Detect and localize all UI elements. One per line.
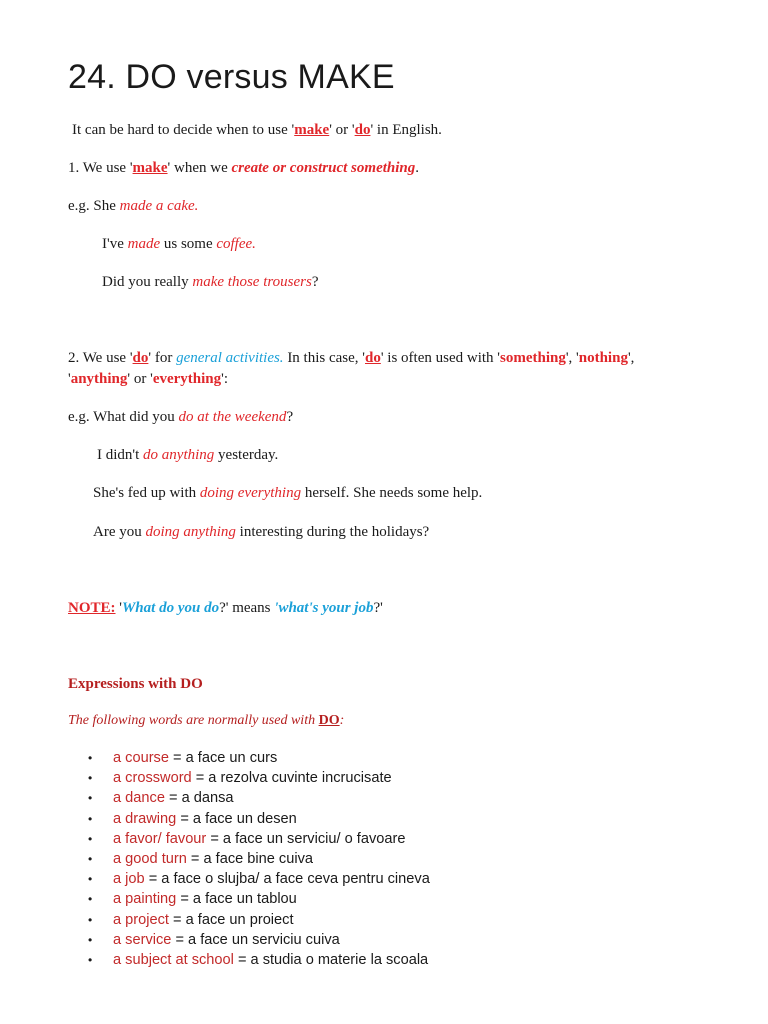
bullet-icon: •: [88, 892, 93, 907]
bullet-icon: •: [88, 872, 93, 887]
expression-translation: = a face un curs: [168, 750, 278, 766]
make-keyword: make: [294, 122, 330, 138]
list-item: [88, 930, 430, 950]
bullet-icon: •: [88, 831, 93, 846]
keyword-nothing: nothing: [578, 350, 628, 366]
intro-text: ' or ': [329, 122, 355, 138]
do-example: [68, 407, 293, 427]
bullet-icon: •: [88, 791, 93, 806]
expression-term: a painting: [113, 891, 177, 908]
list-item: [88, 849, 430, 869]
do-example: [93, 483, 482, 503]
make-example: [102, 234, 256, 254]
expression-translation: = a face o slujba/ a face ceva pentru cineva: [144, 871, 430, 888]
expression-translation: = a face bine cuiva: [186, 851, 313, 868]
expression-translation: = a dansa: [164, 790, 234, 807]
intro-paragraph: [72, 120, 442, 140]
expression-translation: = a rezolva cuvinte incrucisate: [191, 770, 392, 787]
expression-translation: = a face un serviciu/ o favoare: [206, 830, 406, 847]
make-keyword: make: [132, 160, 168, 176]
note-text: ?': [373, 600, 383, 616]
list-item: [88, 869, 430, 889]
list-item: [88, 889, 430, 909]
rule-text: ' when we: [167, 160, 232, 176]
example-text: .: [194, 198, 199, 214]
do-keyword: do: [132, 350, 149, 366]
example-highlight: doing anything: [145, 524, 236, 540]
expression-translation: = a face un tablou: [176, 891, 297, 908]
bullet-icon: •: [88, 852, 93, 867]
example-text: yesterday.: [214, 447, 279, 463]
do-keyword: do: [354, 122, 371, 138]
do-keyword: do: [365, 350, 381, 366]
do-rule-phrase: general activities.: [176, 350, 284, 366]
example-text: us some: [160, 236, 217, 252]
note-answer: what's your job: [278, 600, 374, 616]
do-example: [97, 445, 278, 465]
rule-text: ' or ': [127, 371, 153, 387]
make-rule: [68, 158, 419, 178]
note-text: ': [115, 600, 122, 616]
example-highlight: doing everything: [199, 485, 302, 501]
expression-translation: = a face un serviciu cuiva: [171, 931, 340, 948]
note-text: ?' means: [219, 600, 275, 616]
example-text: e.g. She: [68, 198, 120, 214]
make-rule-phrase: create or construct something: [231, 160, 416, 176]
rule-text: ':: [221, 371, 229, 387]
expression-term: a dance: [113, 790, 165, 807]
expression-translation: = a face un desen: [176, 810, 297, 827]
rule-text: ': [68, 371, 71, 387]
example-text: e.g. What did you: [68, 409, 179, 425]
do-example: [93, 522, 429, 542]
keyword-anything: anything: [70, 371, 128, 387]
expression-term: a service: [113, 931, 172, 948]
example-highlight: do anything: [143, 447, 215, 463]
list-item: [88, 748, 430, 768]
list-item: [88, 910, 430, 930]
make-example: [102, 272, 319, 292]
rule-text: In this case, ': [283, 350, 365, 366]
do-rule: [68, 348, 634, 368]
example-text: Are you: [93, 524, 146, 540]
bullet-icon: •: [88, 811, 93, 826]
example-text: She's fed up with: [93, 485, 200, 501]
make-example: [68, 196, 198, 216]
rule-text: ' for: [148, 350, 177, 366]
example-highlight: coffee: [216, 236, 253, 252]
example-text: I didn't: [97, 447, 144, 463]
keyword-everything: everything: [152, 371, 222, 387]
note-text: ': [274, 600, 279, 616]
intro-text: It can be hard to decide when to use ': [72, 122, 295, 138]
rule-text: 2. We use ': [68, 350, 133, 366]
list-item: [88, 829, 430, 849]
list-item: [88, 950, 430, 970]
expression-term: a favor/ favour: [113, 830, 207, 847]
bullet-icon: •: [88, 751, 93, 765]
expression-translation: = a face un proiect: [168, 911, 294, 928]
expression-term: a job: [113, 871, 145, 888]
example-highlight: made: [127, 236, 161, 252]
bullet-icon: •: [88, 953, 93, 968]
rule-text: ', ': [565, 350, 579, 366]
note-question: What do you do: [121, 600, 220, 616]
example-text: .: [252, 236, 256, 252]
expressions-list: [88, 748, 430, 970]
expression-translation: = a studia o materie la scoala: [233, 952, 429, 969]
do-rule-continued: [68, 369, 228, 389]
bullet-icon: •: [88, 932, 93, 947]
intro-text: ' in English.: [370, 122, 442, 138]
expressions-subheading: [68, 711, 344, 731]
expression-term: a course: [113, 750, 169, 766]
example-highlight: do at the weekend: [178, 409, 287, 425]
rule-text: .: [415, 160, 419, 176]
example-highlight: make those trousers: [192, 274, 312, 290]
subheading-text: :: [339, 713, 345, 728]
example-text: ?: [286, 409, 294, 425]
rule-text: 1. We use ': [68, 160, 133, 176]
rule-text: ',: [627, 350, 635, 366]
expressions-heading: Expressions with DO: [68, 676, 203, 692]
subheading-text: The following words are normally used with: [68, 713, 319, 728]
list-item: [88, 768, 430, 788]
rule-text: ' is often used with ': [380, 350, 500, 366]
note-paragraph: [68, 598, 383, 618]
example-text: ?: [311, 274, 319, 290]
expression-term: a subject at school: [113, 952, 234, 969]
example-highlight: made a cake: [119, 198, 195, 214]
example-text: interesting during the holidays?: [235, 524, 430, 540]
example-text: I've: [102, 236, 128, 252]
do-keyword: DO: [318, 713, 340, 728]
expression-term: a drawing: [113, 810, 177, 827]
bullet-icon: •: [88, 771, 93, 786]
example-text: herself. She needs some help.: [301, 485, 483, 501]
note-label: NOTE:: [68, 600, 116, 616]
bullet-icon: •: [88, 912, 93, 927]
expression-term: a good turn: [113, 851, 187, 868]
list-item: [88, 788, 430, 808]
expression-term: a crossword: [113, 770, 192, 787]
list-item: [88, 809, 430, 829]
example-text: Did you really: [102, 274, 193, 290]
keyword-something: something: [500, 350, 566, 366]
expression-term: a project: [113, 911, 169, 928]
page-title: 24. DO versus MAKE: [68, 58, 395, 96]
